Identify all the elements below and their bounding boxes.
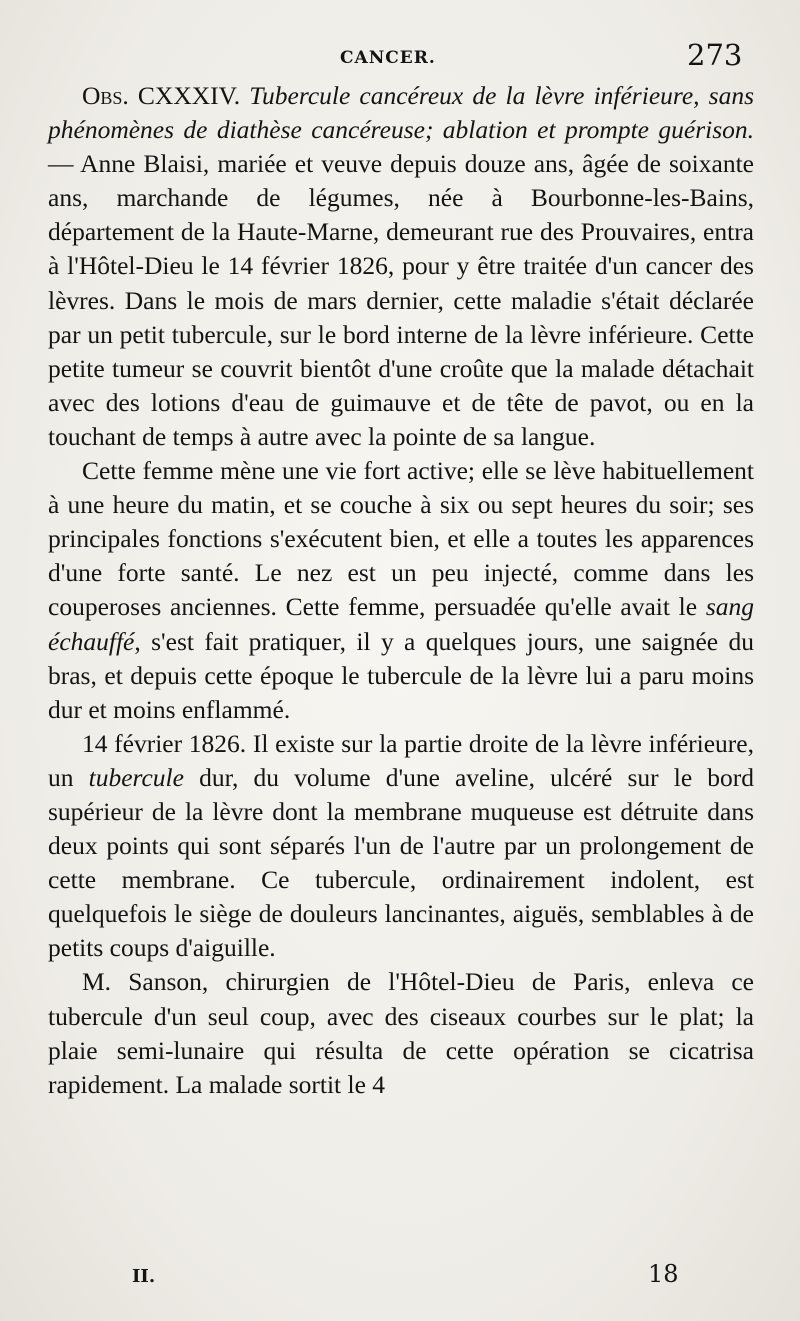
paragraph-examination (48, 727, 754, 966)
observation-paragraph (48, 79, 754, 454)
running-head (0, 38, 800, 80)
volume-mark: II. (132, 1266, 156, 1287)
paragraph-examination-emphasis: tubercule (88, 762, 184, 792)
observation-number: Obs. CXXXIV. (82, 81, 241, 110)
paragraph-lifestyle-part2: , s'est fait pratiquer, il y a quelques jours, une saignée du bras, et depuis cette époque le tubercule de la lèvre lui a paru moins dur et moins enflammé. (48, 626, 754, 724)
paragraph-lifestyle-emphasis: sang échauffé (48, 592, 754, 656)
signature-mark: 18 (648, 1260, 679, 1288)
paragraph-examination-part1: 14 février 1826. Il existe sur la partie droite de la lèvre inférieure, un (48, 728, 754, 792)
observation-intro: — Anne Blaisi, mariée et veuve depuis douze ans, âgée de soixante ans, marchande de légumes, née à Bourbonne-les-Bains, département de la Haute-Marne, demeurant rue des Prouvaires, entra à l'Hôtel-Dieu le 14 février 1826, pour y être traitée d'un cancer des lèvres. Dans le mois de mars dernier, cette maladie s'était déclarée par un petit tubercule, sur le bord interne de la lèvre inférieure. Cette petite tumeur se couvrit bientôt d'une croûte que la malade détachait avec des lotions d'eau de guimauve et de tête de pavot, ou en la touchant de temps à autre avec la pointe de sa langue. (48, 149, 754, 451)
body-text (48, 79, 754, 1102)
paragraph-lifestyle (48, 454, 754, 727)
observation-title: Tubercule cancéreux de la lèvre inférieure, sans phénomènes de diathèse cancéreuse; ablation et prompte guérison. (48, 81, 755, 145)
page-number: 273 (687, 38, 743, 72)
page-footer (0, 1260, 800, 1296)
paragraph-lifestyle-part1: Cette femme mène une vie fort active; elle se lève habituellement à une heure du matin, et se couche à six ou sept heures du soir; ses principales fonctions s'exécutent bien, et elle a toutes les apparences d'une forte santé. Le nez est un peu injecté, comme dans les couperoses anciennes. Cette femme, persuadée qu'elle avait le (48, 456, 754, 622)
paragraph-examination-part2: dur, du volume d'une aveline, ulcéré sur le bord supérieur de la lèvre dont la membrane muqueuse est détruite dans deux points qui sont séparés l'un de l'autre par un prolongement de cette membrane. Ce tubercule, ordinairement indolent, est quelquefois le siège de douleurs lancinantes, aiguës, semblables à de petits coups d'aiguille. (48, 762, 754, 963)
running-title: CANCER. (340, 48, 436, 68)
paragraph-operation: M. Sanson, chirurgien de l'Hôtel-Dieu de Paris, enleva ce tubercule d'un seul coup, avec des ciseaux courbes sur le plat; la plaie semi-lunaire qui résulta de cette opération se cicatrisa rapidement. La malade sortit le 4 (48, 967, 754, 1099)
